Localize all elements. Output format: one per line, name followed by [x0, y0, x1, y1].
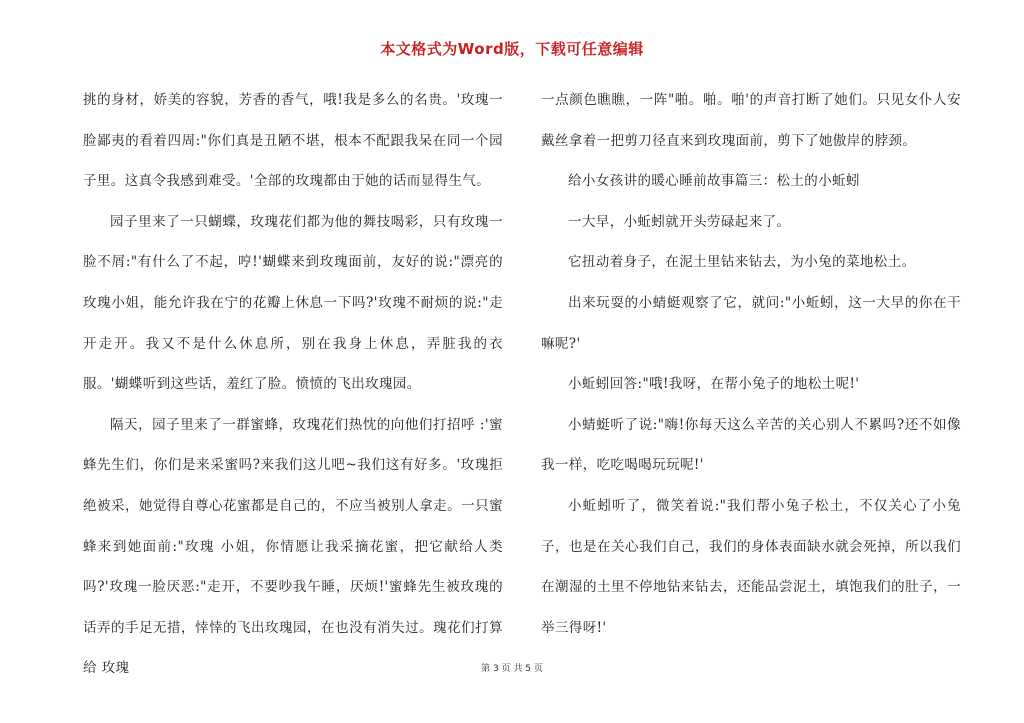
- paragraph: 小蚯蚓回答:"哦!我呀，在帮小兔子的地松土呢!': [568, 376, 860, 393]
- paragraph: 挑的身材，娇美的容貌，芳香的香气，哦!我是多么的名贵。'玫瑰一脸鄙夷的看着四周:"你们真是丑陋不堪，根本不配跟我呆在同一个园子里。这真令我感到难受。'全部的玫瑰都由于她的话而显得生气。: [83, 92, 503, 190]
- right-column: [541, 80, 961, 648]
- section-heading: 给小女孩讲的暖心睡前故事篇三：松土的小蚯蚓: [568, 173, 860, 190]
- document-banner: 本文格式为Word版，下载可任意编辑: [380, 40, 644, 58]
- paragraph: 园子里来了一只蝴蝶，玫瑰花们都为他的舞技喝彩，只有玫瑰一脸不屑:"有什么了不起，哼!'蝴蝶来到玫瑰面前，友好的说:"漂亮的玫瑰小姐，能允许我在宁的花瓣上休息一下吗?'玫瑰不耐烦的说:"走开走开。我又不是什么休息所，别在我身上休息，弄脏我的衣服。'蝴蝶听到这些话，羞红了脸。愤愤的飞出玫瑰园。: [83, 213, 503, 393]
- left-column: [83, 80, 503, 689]
- paragraph: 小蜻蜓听了说:"嗨!你每天这么辛苦的关心别人不累吗?还不如像我一样，吃吃喝喝玩玩呢!': [541, 416, 961, 474]
- page-number: 第 3 页 共 5 页: [481, 664, 543, 674]
- paragraph: 一大早，小蚯蚓就开头劳碌起来了。: [568, 213, 791, 230]
- paragraph: 出来玩耍的小蜻蜓观察了它，就问:"小蚯蚓，这一大早的你在干嘛呢?': [541, 294, 961, 352]
- paragraph: 小蚯蚓听了，微笑着说:"我们帮小兔子松土，不仅关心了小兔子，也是在关心我们自己，我们的身体表面缺水就会死掉，所以我们在潮湿的土里不停地钻来钻去，还能品尝泥土，填饱我们的肚子，一举三得呀!': [541, 497, 961, 636]
- paragraph: 一点颜色瞧瞧，一阵"啪。啪。啪'的声音打断了她们。只见女仆人安戴丝拿着一把剪刀径直来到玫瑰面前，剪下了她傲岸的脖颈。: [541, 92, 961, 149]
- paragraph: 它扭动着身子，在泥土里钻来钻去，为小兔的菜地松土。: [568, 254, 916, 271]
- paragraph: 隔天，园子里来了一群蜜蜂，玫瑰花们热忱的向他们打招呼 :'蜜蜂先生们，你们是来采蜜吗?来我们这儿吧~我们这有好多。'玫瑰拒绝被采，她觉得自尊心花蜜都是自己的，不应当被别人拿走。一只蜜蜂来到她面前:"玫瑰 小姐，你情愿让我采摘花蜜，把它献给人类吗?'玫瑰一脸厌恶:"走开，不要吵我午睡，厌烦!'蜜蜂先生被玫瑰的话弄的手足无措，悻悻的飞出玫瑰园，在也没有消失过。瑰花们打算给 玫瑰: [83, 416, 503, 677]
